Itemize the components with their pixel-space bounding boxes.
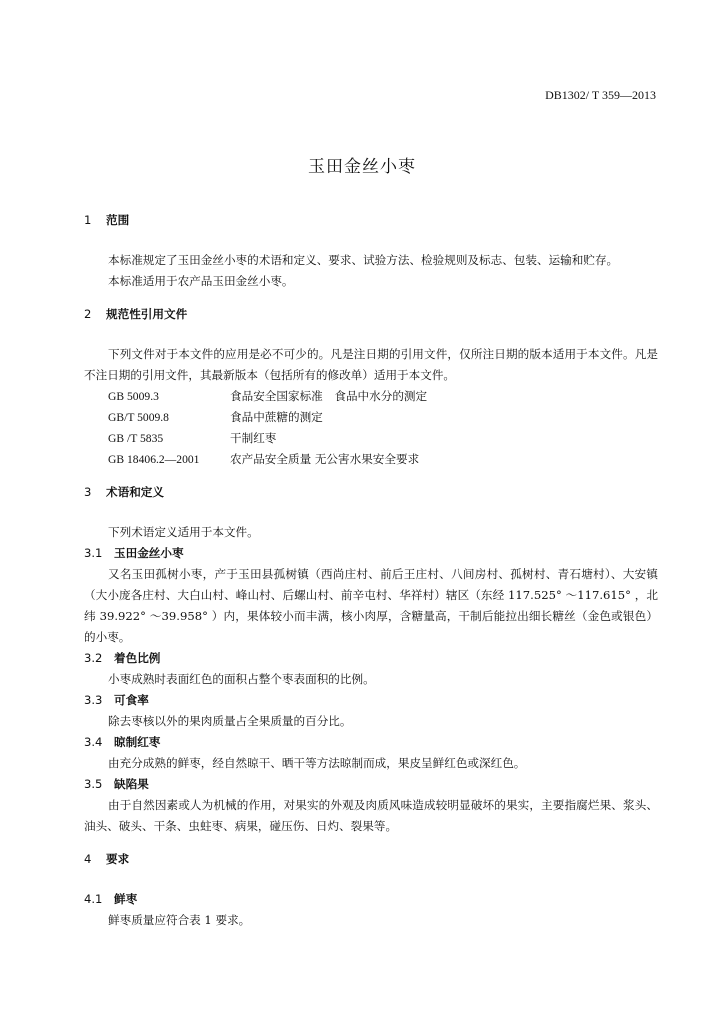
reference-list xyxy=(84,386,658,470)
term-definition: 又名玉田孤树小枣，产于玉田县孤树镇（西尚庄村、前后王庄村、八间房村、孤树村、青石塘村）、大安镇（大小庞各庄村、大白山村、峰山村、后螺山村、前辛屯村、华祥村）辖区（东经 117.525° ～117.615° ，北纬 39.922° ～39.958° ）内，果体较小而丰满，核小肉厚，含糖量高，干制后能拉出细长糖丝（金色或银色）的小枣。 xyxy=(84,567,658,644)
reference-code: GB 18406.2—2001 xyxy=(108,453,200,466)
reference-code: GB 5009.3 xyxy=(108,390,159,403)
subsection-number: 4.1 xyxy=(84,892,103,906)
section-title: 规范性引用文件 xyxy=(106,307,188,321)
section-heading-normative-references xyxy=(84,304,658,325)
term-heading xyxy=(84,648,658,669)
paragraph: 鲜枣质量应符合表 1 要求。 xyxy=(108,913,251,927)
term-heading xyxy=(84,774,658,795)
section-number: 3 xyxy=(84,485,92,499)
term-number: 3.4 xyxy=(84,735,103,749)
paragraph: 本标准规定了玉田金丝小枣的术语和定义、要求、试验方法、检验规则及标志、包装、运输和贮存。 xyxy=(108,253,619,267)
document-body xyxy=(84,210,658,931)
term-title: 缺陷果 xyxy=(114,777,149,791)
document-title: 玉田金丝小枣 xyxy=(308,157,416,177)
reference-name: 农产品安全质量 无公害水果安全要求 xyxy=(230,452,420,466)
section-title: 范围 xyxy=(106,213,130,227)
term-number: 3.3 xyxy=(84,693,103,707)
term-heading xyxy=(84,543,658,564)
term-title: 晾制红枣 xyxy=(114,735,161,749)
term-definition: 除去枣核以外的果肉质量占全果质量的百分比。 xyxy=(108,714,352,728)
term-number: 3.2 xyxy=(84,651,103,665)
standard-code: DB1302/ T 359—2013 xyxy=(545,88,656,102)
term-number: 3.1 xyxy=(84,546,103,560)
subsection-heading xyxy=(84,889,658,910)
reference-item xyxy=(84,407,658,428)
reference-item xyxy=(84,449,658,470)
term-title: 可食率 xyxy=(114,693,149,707)
reference-item xyxy=(84,386,658,407)
term-definition: 小枣成熟时表面红色的面积占整个枣表面积的比例。 xyxy=(108,672,375,686)
section-heading-scope xyxy=(84,210,658,231)
paragraph: 本标准适用于农产品玉田金丝小枣。 xyxy=(108,274,294,288)
reference-code: GB/T 5009.8 xyxy=(108,411,169,424)
section-title: 要求 xyxy=(106,852,130,866)
reference-name: 食品安全国家标准 食品中水分的测定 xyxy=(230,389,428,403)
reference-item xyxy=(84,428,658,449)
term-heading xyxy=(84,690,658,711)
section-number: 1 xyxy=(84,213,92,227)
reference-name: 干制红枣 xyxy=(230,431,277,445)
section-heading-requirements xyxy=(84,849,658,870)
term-title: 玉田金丝小枣 xyxy=(114,546,184,560)
paragraph: 下列文件对于本文件的应用是必不可少的。凡是注日期的引用文件，仅所注日期的版本适用于本文件。凡是不注日期的引用文件，其最新版本（包括所有的修改单）适用于本文件。 xyxy=(84,347,658,382)
term-number: 3.5 xyxy=(84,777,103,791)
term-heading xyxy=(84,732,658,753)
term-definition: 由充分成熟的鲜枣，经自然晾干、晒干等方法晾制而成，果皮呈鲜红色或深红色。 xyxy=(108,756,526,770)
paragraph: 下列术语定义适用于本文件。 xyxy=(108,525,259,539)
section-number: 2 xyxy=(84,307,92,321)
subsection-title: 鲜枣 xyxy=(114,892,138,906)
reference-code: GB /T 5835 xyxy=(108,432,164,445)
section-number: 4 xyxy=(84,852,92,866)
term-definition: 由于自然因素或人为机械的作用，对果实的外观及肉质风味造成较明显破坏的果实，主要指腐烂果、浆头、油头、破头、干条、虫蛀枣、病果，碰压伤、日灼、裂果等。 xyxy=(84,798,658,833)
reference-name: 食品中蔗糖的测定 xyxy=(230,410,323,424)
section-heading-terms-definitions xyxy=(84,482,658,503)
term-title: 着色比例 xyxy=(114,651,161,665)
section-title: 术语和定义 xyxy=(106,485,164,499)
